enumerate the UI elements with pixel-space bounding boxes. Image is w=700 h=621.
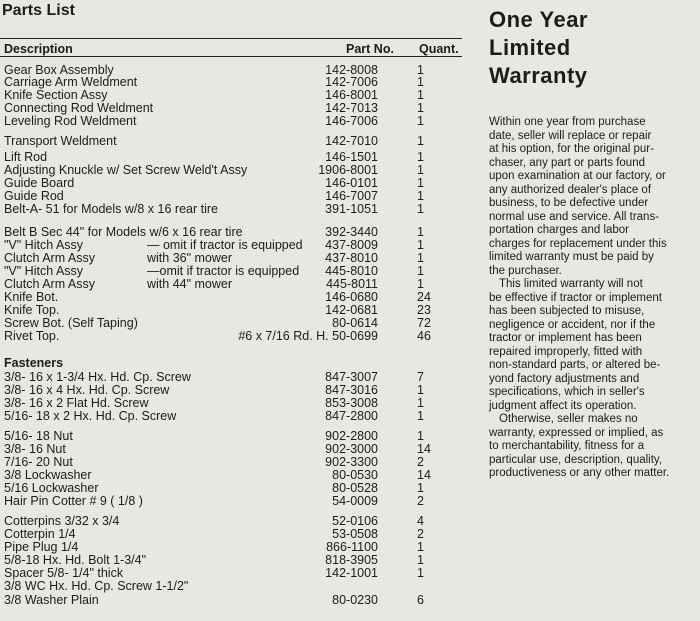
item-description: 3/8 WC Hx. Hd. Cp. Screw 1-1/2": [4, 579, 189, 593]
part-row: [0, 135, 462, 148]
item-part-number: 445-8010: [325, 264, 378, 278]
item-part-number: 392-3440: [325, 225, 378, 239]
item-description: Rivet Top.: [4, 329, 60, 343]
item-quantity: 1: [417, 540, 424, 554]
item-part-number: 146-1501: [325, 150, 378, 164]
description-column-header: Description: [4, 42, 73, 56]
item-quantity: 1: [417, 150, 424, 164]
item-description: Clutch Arm Assy: [4, 277, 95, 291]
warranty-line: to merchantability, fitness for a: [489, 440, 645, 452]
warranty-line: negligence or accident, nor if the: [489, 318, 656, 331]
item-quantity: 23: [417, 303, 431, 317]
item-description: Hair Pin Cotter # 9 ( 1/8 ): [4, 494, 143, 508]
item-quantity: 1: [417, 396, 424, 410]
warranty-line: tractor or implement has been: [489, 332, 642, 344]
item-description: Leveling Rod Weldment: [4, 114, 137, 128]
item-quantity: 1: [417, 63, 424, 77]
fasteners-section-label: Fasteners: [4, 356, 64, 370]
item-quantity: 1: [417, 134, 424, 148]
item-description: Lift Rod: [4, 150, 48, 164]
warranty-line: charges for replacement under this: [489, 237, 667, 250]
fastener-row: [0, 410, 462, 423]
item-part-number: 142-0681: [325, 303, 378, 317]
item-quantity: 1: [417, 429, 424, 443]
item-description: Spacer 5/8- 1/4" thick: [4, 566, 124, 580]
warranty-line: any authorized dealer's place of: [489, 183, 652, 196]
item-quantity: 1: [417, 114, 424, 128]
item-description: Knife Top.: [4, 303, 60, 317]
item-description: 7/16- 20 Nut: [4, 455, 73, 469]
warranty-title-line: Limited: [489, 35, 571, 60]
item-quantity: 1: [417, 264, 424, 278]
warranty-line: date, seller will replace or repair: [489, 129, 652, 142]
warranty-line: specifications, which in seller's: [489, 386, 645, 398]
item-description: Guide Board: [4, 176, 75, 190]
part-row: [0, 177, 462, 190]
item-part-number: 146-0101: [325, 176, 378, 190]
item-part-number: 146-7006: [325, 114, 378, 128]
item-quantity: 2: [417, 455, 424, 469]
item-part-number: 1906-8001: [318, 163, 378, 177]
item-description: Screw Bot. (Self Taping): [4, 316, 138, 330]
warranty-line: yond factory adjustments and: [489, 372, 640, 385]
item-quantity: 24: [417, 290, 431, 304]
item-quantity: 1: [417, 163, 424, 177]
warranty-line: repaired improperly, fitted with: [489, 345, 643, 358]
item-description: 5/8-18 Hx. Hd. Bolt 1-3/4": [4, 553, 147, 567]
item-part-number: 52-0106: [332, 514, 378, 528]
item-description: Guide Rod: [4, 189, 64, 203]
fastener-row: [0, 495, 462, 508]
item-quantity: 1: [417, 277, 424, 291]
warranty-line: Within one year from purchase: [489, 116, 646, 128]
item-part-number: 866-1100: [326, 540, 378, 554]
item-note: — omit if tractor is equipped: [147, 238, 303, 252]
warranty-line: warranty, expressed or implied, as: [489, 426, 664, 439]
item-description: 5/16 Lockwasher: [4, 481, 99, 495]
item-part-number: 80-0614: [332, 316, 378, 330]
item-part-number: 146-0680: [325, 290, 378, 304]
part-row: [0, 203, 462, 216]
part-row: [0, 291, 462, 304]
warranty-line: normal use and service. All trans-: [489, 210, 660, 223]
item-quantity: 1: [417, 189, 424, 203]
part-row: [0, 115, 462, 128]
warranty-line: upon examination at our factory, or: [489, 170, 666, 182]
item-description: Adjusting Knuckle w/ Set Screw Weld't Assy: [4, 163, 248, 177]
item-quantity: 72: [417, 316, 431, 330]
warranty-line: at his option, for the original pur-: [489, 143, 654, 155]
warranty-line: productiveness or any other matter.: [489, 467, 670, 479]
item-part-number: #6 x 7/16 Rd. H. 50-0699: [238, 329, 378, 343]
item-part-number: 437-8010: [325, 251, 378, 265]
fastener-row: [0, 430, 462, 443]
item-quantity: 1: [417, 101, 424, 115]
item-quantity: 1: [417, 238, 424, 252]
item-part-number: 146-7007: [325, 189, 378, 203]
item-quantity: 46: [417, 329, 431, 343]
warranty-line: This limited warranty will not: [499, 278, 643, 290]
item-description: Connecting Rod Weldment: [4, 101, 154, 115]
item-quantity: 7: [417, 370, 424, 384]
warranty-line: has been subjected to misuse,: [489, 305, 645, 317]
quantity-column-header: Quant.: [419, 42, 459, 56]
warranty-line: judgment affect its operation.: [489, 399, 637, 412]
item-note: with 36" mower: [147, 251, 233, 265]
item-description: 3/8- 16 x 1-3/4 Hx. Hd. Cp. Screw: [4, 370, 191, 384]
warranty-line: limited warranty must be paid by: [489, 251, 654, 263]
item-part-number: 146-8001: [325, 88, 378, 102]
item-note: —omit if tractor is equipped: [147, 264, 300, 278]
item-description: 3/8- 16 Nut: [4, 442, 66, 456]
item-quantity: 6: [417, 593, 424, 607]
item-part-number: 80-0528: [332, 481, 378, 495]
item-quantity: 1: [417, 202, 424, 216]
item-quantity: 14: [417, 468, 431, 482]
item-note: with 44" mower: [147, 277, 233, 291]
header-top-rule: [0, 38, 462, 39]
warranty-line: the purchaser.: [489, 264, 562, 277]
item-description: Gear Box Assembly: [4, 63, 114, 77]
item-quantity: 1: [417, 566, 424, 580]
warranty-line: particular use, description, quality,: [489, 453, 663, 466]
item-part-number: 80-0530: [332, 468, 378, 482]
warranty-line: portation charges and labor: [489, 224, 630, 236]
item-part-number: 818-3905: [325, 553, 378, 567]
part-row: [0, 317, 462, 330]
part-no-column-header: Part No.: [346, 42, 394, 56]
item-part-number: 902-3300: [325, 455, 378, 469]
item-part-number: 847-3007: [325, 370, 378, 384]
part-row: [0, 330, 462, 343]
item-part-number: 142-7013: [325, 101, 378, 115]
item-quantity: 1: [417, 553, 424, 567]
item-description: Knife Bot.: [4, 290, 59, 304]
item-part-number: 142-1001: [325, 566, 378, 580]
header-bottom-rule: [0, 56, 462, 57]
item-description: 3/8- 16 x 2 Flat Hd. Screw: [4, 396, 149, 410]
item-quantity: 1: [417, 88, 424, 102]
item-quantity: 2: [417, 527, 424, 541]
warranty-line: be effective if tractor or implement: [489, 291, 662, 304]
item-quantity: 2: [417, 494, 424, 508]
parts-list-title: Parts List: [2, 2, 75, 19]
item-part-number: 53-0508: [332, 527, 378, 541]
item-quantity: 1: [417, 225, 424, 239]
warranty-title: [489, 6, 689, 90]
item-description: Belt B Sec 44" for Models w/6 x 16 rear tire: [4, 225, 243, 239]
item-part-number: 437-8009: [325, 238, 378, 252]
item-part-number: 391-1051: [325, 202, 378, 216]
item-description: "V" Hitch Assy: [4, 264, 84, 278]
warranty-line: business, to be defective under: [489, 197, 649, 209]
warranty-title-line: One Year: [489, 7, 588, 32]
warranty-title-line: Warranty: [489, 63, 588, 88]
item-part-number: 142-7006: [325, 75, 378, 89]
item-quantity: 1: [417, 409, 424, 423]
warranty-line: Otherwise, seller makes no: [499, 413, 638, 425]
item-description: 5/16- 18 Nut: [4, 429, 73, 443]
item-description: "V" Hitch Assy: [4, 238, 84, 252]
item-part-number: 142-8008: [325, 63, 378, 77]
item-part-number: 80-0230: [332, 593, 378, 607]
item-description: Knife Section Assy: [4, 88, 108, 102]
warranty-text: [489, 116, 699, 481]
item-part-number: 847-3016: [325, 383, 378, 397]
item-part-number: 142-7010: [325, 134, 378, 148]
item-description: Clutch Arm Assy: [4, 251, 95, 265]
fastener-row: [0, 580, 462, 593]
item-part-number: 847-2800: [325, 409, 378, 423]
item-description: 3/8 Lockwasher: [4, 468, 92, 482]
fastener-row: [0, 594, 462, 607]
item-description: Cotterpin 1/4: [4, 527, 76, 541]
item-part-number: 54-0009: [332, 494, 378, 508]
item-part-number: 853-3008: [325, 396, 378, 410]
item-description: 3/8 Washer Plain: [4, 593, 99, 607]
item-part-number: 902-3000: [325, 442, 378, 456]
item-description: Transport Weldment: [4, 134, 117, 148]
item-description: Belt-A- 51 for Models w/8 x 16 rear tire: [4, 202, 218, 216]
item-description: 5/16- 18 x 2 Hx. Hd. Cp. Screw: [4, 409, 177, 423]
item-description: Cotterpins 3/32 x 3/4: [4, 514, 120, 528]
item-part-number: 445-8011: [326, 277, 378, 291]
item-description: Carriage Arm Weldment: [4, 75, 138, 89]
item-quantity: 1: [417, 75, 424, 89]
warranty-line: non-standard parts, or altered be-: [489, 359, 661, 371]
item-quantity: 4: [417, 514, 424, 528]
part-row: [0, 278, 462, 291]
item-part-number: 902-2800: [325, 429, 378, 443]
warranty-line: chaser, any part or parts found: [489, 156, 645, 169]
item-quantity: 14: [417, 442, 431, 456]
item-quantity: 1: [417, 176, 424, 190]
item-description: 3/8- 16 x 4 Hx. Hd. Cp. Screw: [4, 383, 170, 397]
item-quantity: 1: [417, 251, 424, 265]
item-description: Pipe Plug 1/4: [4, 540, 79, 554]
item-quantity: 1: [417, 383, 424, 397]
item-quantity: 1: [417, 481, 424, 495]
